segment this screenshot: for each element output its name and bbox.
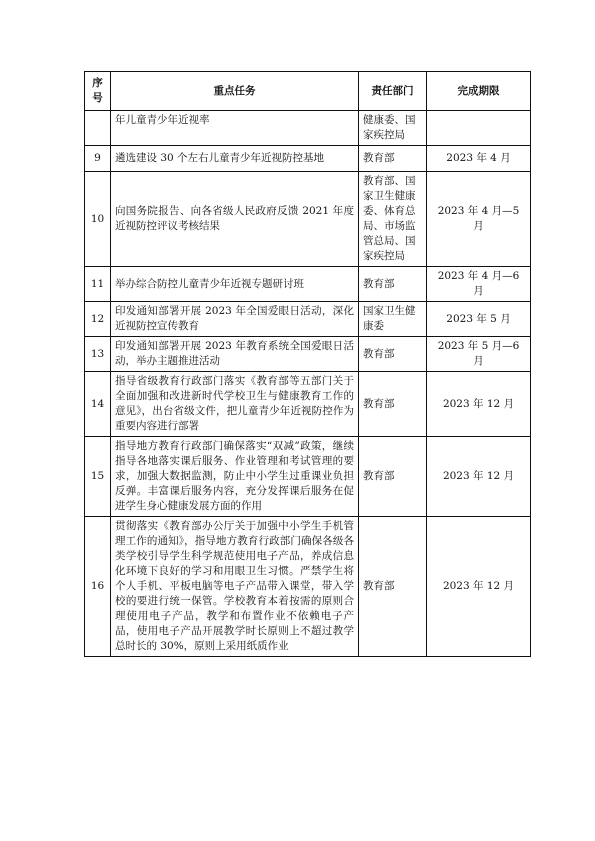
table-row bbox=[85, 267, 531, 302]
row-dept: 教育部 bbox=[359, 267, 427, 302]
key-tasks-table bbox=[84, 71, 531, 657]
row-dept: 教育部 bbox=[359, 337, 427, 372]
row-number bbox=[85, 111, 111, 146]
row-task: 指导地方教育行政部门确保落实“双减”政策，继续指导各地落实课后服务、作业管理和考试管理的要求，加强大数据监测，防止中小学生过重课业负担反弹。丰富课后服务内容，充分发挥课后服务在促进学生身心健康发展方面的作用 bbox=[111, 437, 359, 517]
row-deadline: 2023 年 4 月 bbox=[427, 146, 531, 172]
table-row bbox=[85, 172, 531, 267]
row-number: 14 bbox=[85, 372, 111, 437]
row-task: 向国务院报告、向各省级人民政府反馈 2021 年度近视防控评议考核结果 bbox=[111, 172, 359, 267]
row-number: 12 bbox=[85, 302, 111, 337]
header-responsible-dept: 责任部门 bbox=[359, 72, 427, 111]
row-task: 年儿童青少年近视率 bbox=[111, 111, 359, 146]
table-row bbox=[85, 372, 531, 437]
row-task: 印发通知部署开展 2023 年教育系统全国爱眼日活动，举办主题推进活动 bbox=[111, 337, 359, 372]
row-number: 15 bbox=[85, 437, 111, 517]
row-dept: 教育部 bbox=[359, 437, 427, 517]
row-deadline: 2023 年 12 月 bbox=[427, 372, 531, 437]
header-key-task: 重点任务 bbox=[111, 72, 359, 111]
table-row bbox=[85, 146, 531, 172]
row-number: 16 bbox=[85, 517, 111, 657]
row-deadline: 2023 年 5 月—6 月 bbox=[427, 337, 531, 372]
row-task: 贯彻落实《教育部办公厅关于加强中小学生手机管理工作的通知》，指导地方教育行政部门确保各级各类学校引导学生科学规范使用电子产品，养成信息化环境下良好的学习和用眼卫生习惯。严禁学生将个人手机、平板电脑等电子产品带入课堂，带入学校的要进行统一保管。学校教育本着按需的原则合理使用电子产品，教学和布置作业不依赖电子产品，使用电子产品开展教学时长原则上不超过教学总时长的 30%，原则上采用纸质作业 bbox=[111, 517, 359, 657]
row-number: 11 bbox=[85, 267, 111, 302]
table-header-row bbox=[85, 72, 531, 111]
row-deadline: 2023 年 5 月 bbox=[427, 302, 531, 337]
table-row bbox=[85, 337, 531, 372]
row-dept: 教育部 bbox=[359, 372, 427, 437]
table-row bbox=[85, 437, 531, 517]
row-task: 举办综合防控儿童青少年近视专题研讨班 bbox=[111, 267, 359, 302]
row-deadline: 2023 年 12 月 bbox=[427, 437, 531, 517]
row-task: 遴选建设 30 个左右儿童青少年近视防控基地 bbox=[111, 146, 359, 172]
row-deadline: 2023 年 4 月—6 月 bbox=[427, 267, 531, 302]
row-deadline: 2023 年 12 月 bbox=[427, 517, 531, 657]
row-dept: 教育部 bbox=[359, 146, 427, 172]
table-row bbox=[85, 517, 531, 657]
row-dept: 健康委、国家疾控局 bbox=[359, 111, 427, 146]
header-serial-number: 序号 bbox=[85, 72, 111, 111]
row-number: 13 bbox=[85, 337, 111, 372]
row-dept: 教育部、国家卫生健康委、体育总局、市场监管总局、国家疾控局 bbox=[359, 172, 427, 267]
row-deadline: 2023 年 4 月—5 月 bbox=[427, 172, 531, 267]
row-dept: 国家卫生健康委 bbox=[359, 302, 427, 337]
row-dept: 教育部 bbox=[359, 517, 427, 657]
table-row bbox=[85, 111, 531, 146]
row-number: 10 bbox=[85, 172, 111, 267]
row-deadline bbox=[427, 111, 531, 146]
row-task: 印发通知部署开展 2023 年全国爱眼日活动，深化近视防控宣传教育 bbox=[111, 302, 359, 337]
table-row bbox=[85, 302, 531, 337]
row-task: 指导省级教育行政部门落实《教育部等五部门关于全面加强和改进新时代学校卫生与健康教育工作的意见》，出台省级文件，把儿童青少年近视防控作为重要内容进行部署 bbox=[111, 372, 359, 437]
header-deadline: 完成期限 bbox=[427, 72, 531, 111]
row-number: 9 bbox=[85, 146, 111, 172]
